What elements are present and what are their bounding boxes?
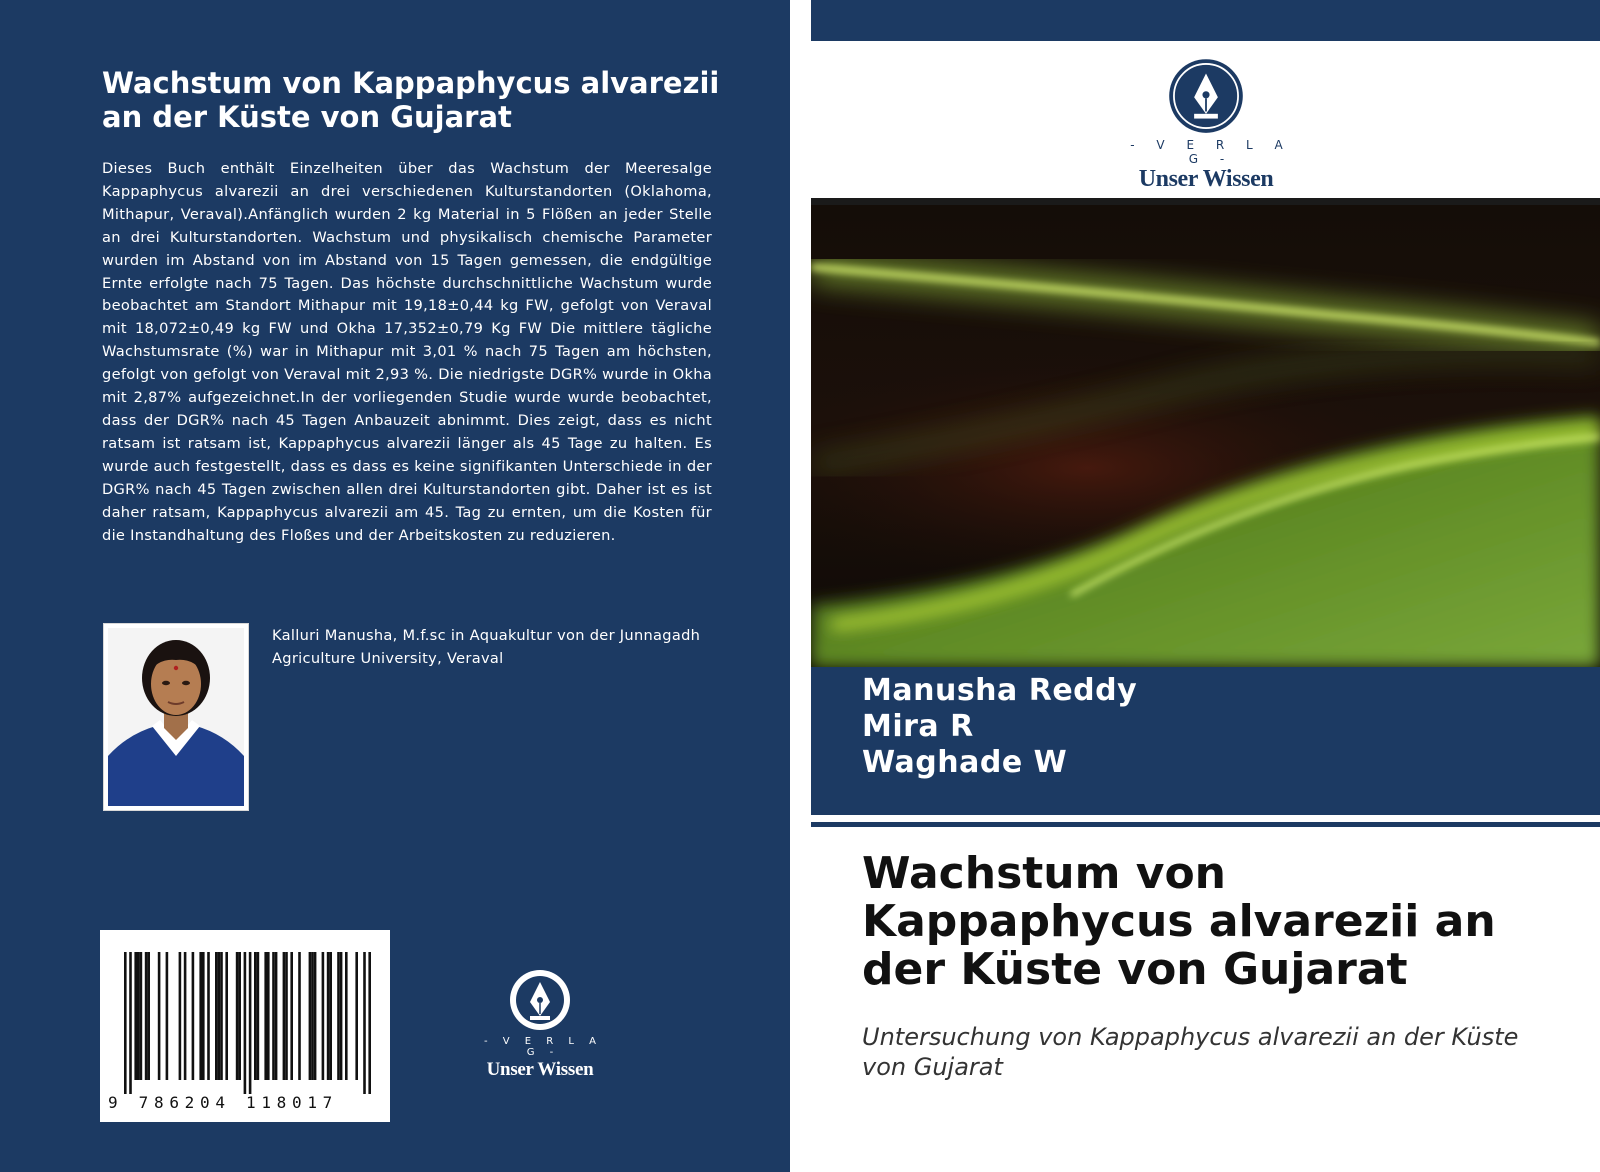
back-publisher-verlag: - V E R L A G - [483, 1036, 603, 1058]
barcode-bar [215, 952, 218, 1080]
barcode-bar [368, 952, 371, 1094]
barcode-bar [322, 952, 325, 1080]
front-publisher-brand: Unser Wissen [1138, 166, 1274, 192]
barcode-bar [244, 952, 247, 1094]
barcode-bar [207, 952, 210, 1080]
cover-artwork [811, 205, 1600, 667]
back-cover-blurb: Dieses Buch enthält Einzelheiten über das Wachstum der Meeresalge Kappaphycus alvarezii an drei verschiedenen Kulturstandorten (Oklahoma, Mithapur, Veraval).Anfänglich wurden 2 kg Material in 5 Flößen an jeder Stelle an drei Kulturstandorten. Wachstum und physikalisch chemische Parameter wurden im Abstand von im Abstand von 15 Tagen gemessen, die endgültige Ernte erfolgte nach 75 Tagen. Das höchste durchschnittliche Wachstum wurde beobachtet am Standort Mithapur mit 19,18±0,44 kg FW, gefolgt von Veraval mit 18,072±0,49 kg FW und Okha 17,352±0,79 Kg FW Die mittlere tägliche Wachstumsrate (%) war in Mithapur mit 3,01 % nach 75 Tagen am höchsten, gefolgt von gefolgt von Veraval mit 2,93 %. Die niedrigste DGR% wurde in Okha mit 2,87% aufgezeichnet.In der vorliegenden Studie wurde wurde beobachtet, dass der DGR% nach 45 Tagen Anbauzeit abnimmt. Dies zeigt, dass es nicht ratsam ist ratsam ist, Kappaphycus alvarezii länger als 45 Tage zu halten. Es wurde auch festgestellt, dass es dass es keine signifikanten Unterschiede in der DGR% nach 45 Tagen zwischen allen drei Kulturstandorten gibt. Daher ist es ist daher ratsam, Kappaphycus alvarezii am 45. Tag zu ernten, um die Kosten für die Instandhaltung des Floßes und der Arbeitskosten zu reduzieren. [102, 160, 712, 544]
barcode-bar [225, 952, 228, 1080]
barcode-bar [340, 952, 343, 1080]
front-cover-subtitle: Untersuchung von Kappaphycus alvarezii an der Küste von Gujarat [862, 1023, 1519, 1081]
fountain-pen-nib-icon [1168, 58, 1244, 134]
barcode-bar [285, 952, 288, 1080]
barcode-bar [309, 952, 312, 1080]
isbn-number: 9 786204 118017 [108, 1093, 338, 1112]
barcode-bar [327, 952, 330, 1080]
front-publisher-logo [1111, 58, 1301, 193]
barcode-bar [158, 952, 161, 1080]
barcode-bar [290, 952, 293, 1080]
author-portrait-image [108, 628, 244, 806]
barcode-bar [238, 952, 241, 1080]
barcode-bar [275, 952, 278, 1080]
authors-band [811, 667, 1600, 815]
barcode-bar [329, 952, 332, 1080]
barcode-bar [199, 952, 202, 1080]
author-name: Mira R [862, 709, 974, 744]
barcode-bar [192, 952, 195, 1080]
barcode-bar [145, 952, 148, 1080]
barcode-bar [218, 952, 221, 1080]
barcode-bar [264, 952, 267, 1080]
front-cover-title: Wachstum von Kappaphycus alvarezii an der Küste von Gujarat [862, 848, 1496, 995]
top-band [811, 0, 1600, 41]
light-streak-image [811, 205, 1600, 667]
back-cover [0, 0, 790, 1172]
barcode-bars [116, 952, 374, 1094]
author-photo [103, 623, 249, 811]
spine [790, 0, 811, 1172]
fountain-pen-nib-icon [508, 968, 572, 1032]
barcode-bar [363, 952, 366, 1094]
barcode-bar [134, 952, 137, 1080]
barcode-bar [345, 952, 348, 1080]
barcode-bar [298, 952, 301, 1080]
barcode-bar [124, 952, 127, 1094]
barcode-bar [179, 952, 182, 1080]
barcode-bar [249, 952, 252, 1094]
author-name: Waghade W [862, 745, 1068, 780]
barcode-bar [184, 952, 187, 1080]
barcode-bar [137, 952, 140, 1080]
back-publisher-brand: Unser Wissen [486, 1059, 594, 1080]
barcode-bar [166, 952, 169, 1080]
barcode-bar [202, 952, 205, 1080]
author-bio: Kalluri Manusha, M.f.sc in Aquakultur von der Junnagadh Agriculture University, Veraval [272, 627, 701, 667]
barcode-bar [311, 952, 314, 1080]
barcode-bar [272, 952, 275, 1080]
barcode-bar [220, 952, 223, 1080]
back-publisher-logo [470, 968, 610, 1081]
front-cover [811, 0, 1600, 1172]
barcode-bar [283, 952, 286, 1080]
divider-blue [811, 822, 1600, 827]
barcode-bar [355, 952, 358, 1080]
barcode-bar [257, 952, 260, 1080]
barcode-bar [147, 952, 150, 1080]
front-publisher-verlag: - V E R L A G - [1130, 138, 1292, 166]
barcode-bar [337, 952, 340, 1080]
barcode-bar [236, 952, 239, 1080]
author-name: Manusha Reddy [862, 673, 1138, 708]
divider-dark [811, 198, 1600, 205]
barcode-bar [314, 952, 317, 1080]
barcode-bar [254, 952, 257, 1080]
back-cover-title: Wachstum von Kappaphycus alvarezii an der Küste von Gujarat [102, 66, 720, 134]
barcode-bar [129, 952, 132, 1094]
isbn-barcode [100, 930, 390, 1122]
barcode-bar [140, 952, 143, 1080]
barcode-bar [267, 952, 270, 1080]
